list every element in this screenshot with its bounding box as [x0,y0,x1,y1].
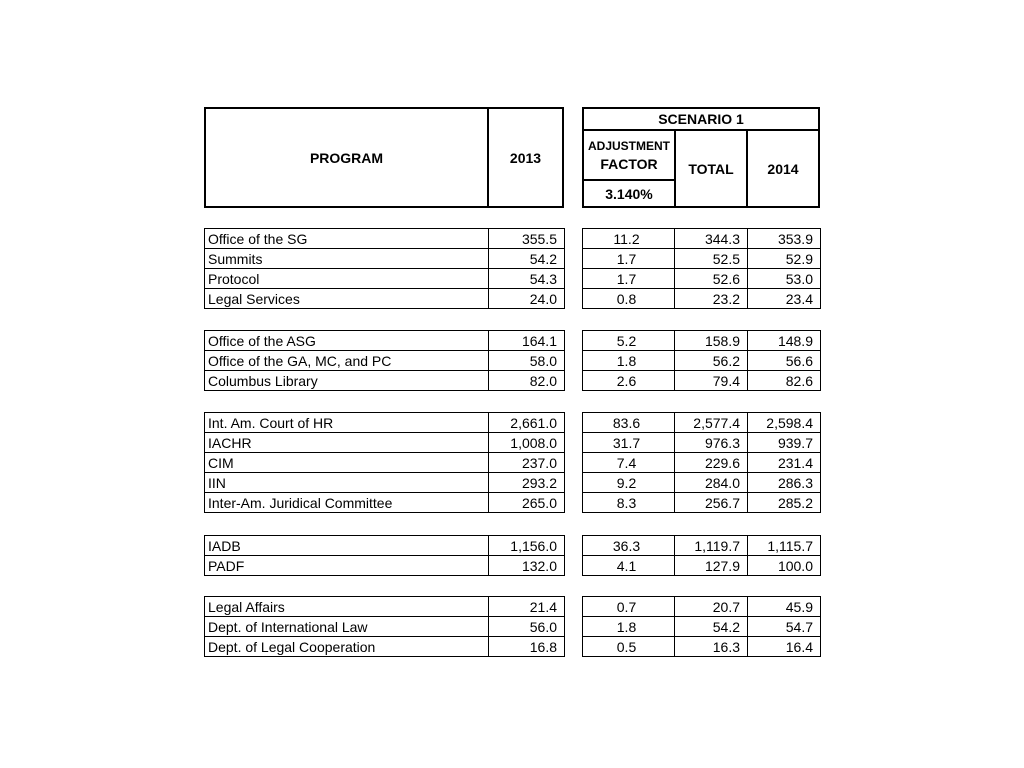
table-row [205,371,565,391]
group-2-left [204,330,565,391]
value-adjustment: 7.4 [583,453,675,473]
value-2013: 293.2 [489,473,565,493]
header-left-block [204,107,564,208]
value-2014: 148.9 [748,331,821,351]
table-row [583,289,821,309]
group-1-left [204,228,565,309]
program-name: IIN [205,473,489,493]
value-2014: 82.6 [748,371,821,391]
table-row [205,556,565,576]
value-adjustment: 2.6 [583,371,675,391]
value-adjustment: 31.7 [583,433,675,453]
value-total: 284.0 [675,473,748,493]
program-name: Inter-Am. Juridical Committee [205,493,489,513]
header-adjustment-line2: FACTOR [600,155,658,172]
value-total: 344.3 [675,229,748,249]
table-row [205,433,565,453]
value-adjustment: 83.6 [583,413,675,433]
group-3-right [582,412,821,513]
value-adjustment: 36.3 [583,536,675,556]
table-row [205,473,565,493]
table-row [583,331,821,351]
value-total: 54.2 [675,617,748,637]
value-adjustment: 1.7 [583,269,675,289]
table-row [583,413,821,433]
value-2014: 23.4 [748,289,821,309]
value-2013: 56.0 [489,617,565,637]
program-name: Office of the ASG [205,331,489,351]
value-adjustment: 1.7 [583,249,675,269]
group-1-right [582,228,821,309]
table-row [205,453,565,473]
value-total: 256.7 [675,493,748,513]
program-name: Columbus Library [205,371,489,391]
program-name: Office of the GA, MC, and PC [205,351,489,371]
value-2014: 353.9 [748,229,821,249]
table-row [205,637,565,657]
header-year-2013: 2013 [509,149,542,166]
value-2014: 2,598.4 [748,413,821,433]
program-name: Legal Affairs [205,597,489,617]
program-name: Int. Am. Court of HR [205,413,489,433]
value-2014: 939.7 [748,433,821,453]
table-row [583,597,821,617]
program-name: Summits [205,249,489,269]
value-adjustment: 8.3 [583,493,675,513]
table-row [583,433,821,453]
table-row [205,331,565,351]
group-5-right [582,596,821,657]
table-row [583,453,821,473]
value-total: 976.3 [675,433,748,453]
value-2014: 45.9 [748,597,821,617]
table-row [205,617,565,637]
program-name: IACHR [205,433,489,453]
value-2013: 265.0 [489,493,565,513]
value-total: 79.4 [675,371,748,391]
program-name: IADB [205,536,489,556]
value-2013: 132.0 [489,556,565,576]
table-row [205,413,565,433]
value-total: 2,577.4 [675,413,748,433]
group-4-left [204,535,565,576]
value-2013: 1,156.0 [489,536,565,556]
table-row [583,556,821,576]
table-row [583,269,821,289]
value-2014: 100.0 [748,556,821,576]
value-2013: 82.0 [489,371,565,391]
program-name: Office of the SG [205,229,489,249]
group-5-left [204,596,565,657]
value-adjustment: 1.8 [583,351,675,371]
value-2013: 355.5 [489,229,565,249]
value-adjustment: 0.7 [583,597,675,617]
value-adjustment: 0.5 [583,637,675,657]
value-2013: 1,008.0 [489,433,565,453]
value-total: 52.5 [675,249,748,269]
value-2014: 16.4 [748,637,821,657]
header-adjustment-rate: 3.140% [584,181,676,206]
value-2014: 53.0 [748,269,821,289]
value-total: 52.6 [675,269,748,289]
value-total: 56.2 [675,351,748,371]
value-2014: 52.9 [748,249,821,269]
table-row [583,249,821,269]
program-name: Protocol [205,269,489,289]
table-row [583,617,821,637]
table-row [205,597,565,617]
value-adjustment: 1.8 [583,617,675,637]
value-2014: 285.2 [748,493,821,513]
table-row [583,351,821,371]
value-adjustment: 9.2 [583,473,675,493]
value-total: 20.7 [675,597,748,617]
table-row [205,229,565,249]
group-3-left [204,412,565,513]
value-2013: 2,661.0 [489,413,565,433]
value-2014: 56.6 [748,351,821,371]
value-2013: 164.1 [489,331,565,351]
header-program: PROGRAM [206,109,489,206]
table-row [205,249,565,269]
program-name: CIM [205,453,489,473]
table-row [583,473,821,493]
value-total: 158.9 [675,331,748,351]
value-2013: 58.0 [489,351,565,371]
value-2014: 54.7 [748,617,821,637]
value-total: 1,119.7 [675,536,748,556]
value-2013: 16.8 [489,637,565,657]
table-row [583,536,821,556]
header-year-2014: 2014 [767,160,799,177]
table-row [583,229,821,249]
value-total: 23.2 [675,289,748,309]
header-scenario-title: SCENARIO 1 [584,109,818,131]
group-2-right [582,330,821,391]
value-adjustment: 11.2 [583,229,675,249]
table-row [583,371,821,391]
value-2013: 54.2 [489,249,565,269]
table-row [205,269,565,289]
header-total: TOTAL [676,131,748,206]
table-row [583,637,821,657]
value-total: 229.6 [675,453,748,473]
program-name: Dept. of Legal Cooperation [205,637,489,657]
value-2014: 1,115.7 [748,536,821,556]
value-adjustment: 0.8 [583,289,675,309]
value-2013: 237.0 [489,453,565,473]
table-row [205,493,565,513]
value-adjustment: 4.1 [583,556,675,576]
program-name: Legal Services [205,289,489,309]
value-adjustment: 5.2 [583,331,675,351]
value-2013: 24.0 [489,289,565,309]
value-total: 127.9 [675,556,748,576]
table-row [583,493,821,513]
program-name: Dept. of International Law [205,617,489,637]
header-adjustment-line1: ADJUSTMENT [587,138,670,153]
table-row [205,536,565,556]
value-2013: 21.4 [489,597,565,617]
program-name: PADF [205,556,489,576]
header-adjustment-factor [584,131,676,181]
value-2013: 54.3 [489,269,565,289]
value-total: 16.3 [675,637,748,657]
header-scenario-block [582,107,820,208]
table-row [205,351,565,371]
table-row [205,289,565,309]
value-2014: 231.4 [748,453,821,473]
group-4-right [582,535,821,576]
value-2014: 286.3 [748,473,821,493]
